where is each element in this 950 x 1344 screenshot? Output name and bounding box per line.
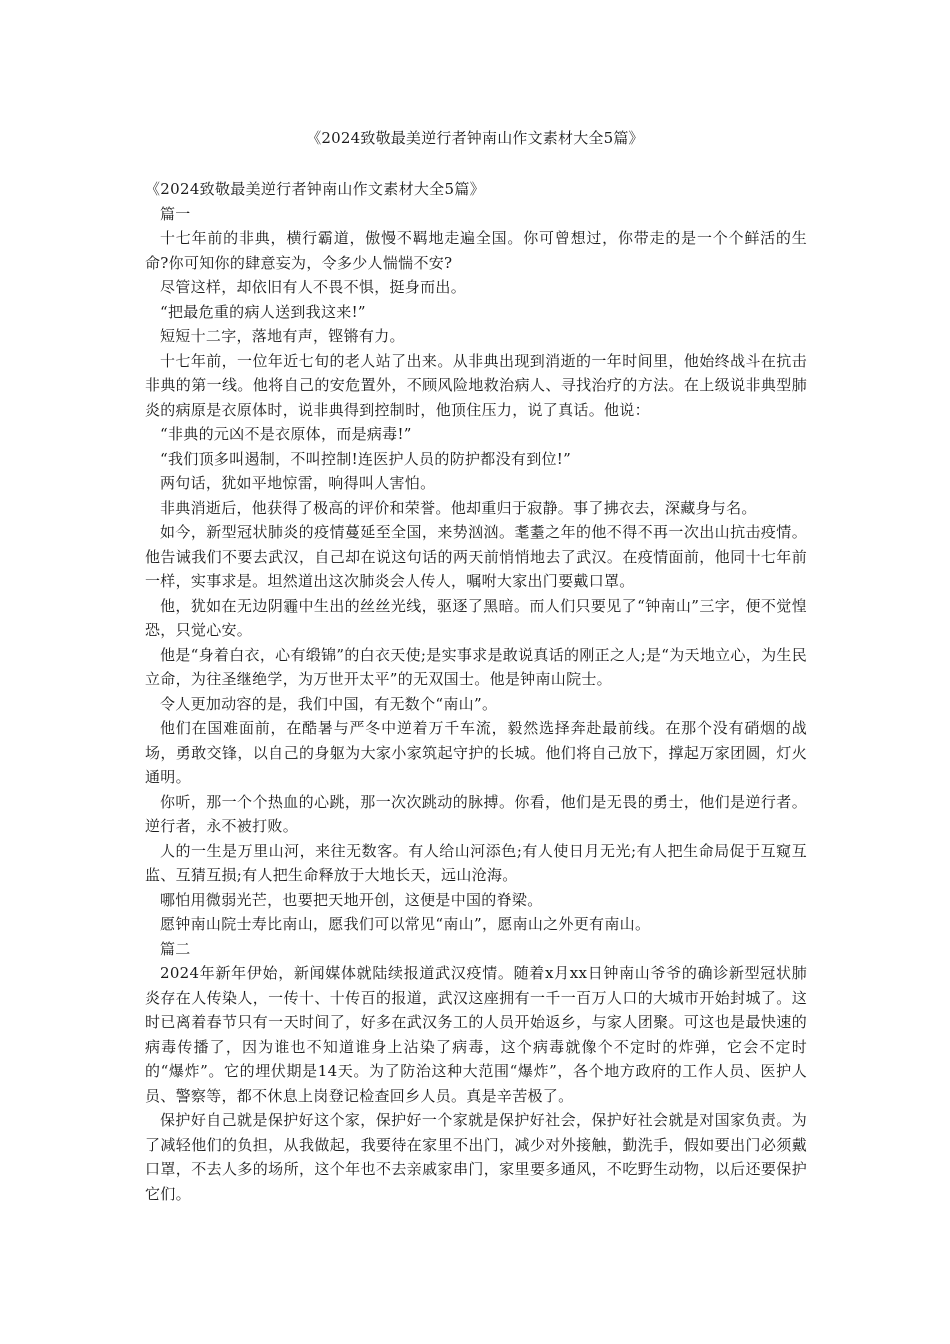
paragraph: 哪怕用微弱光芒，也要把天地开创，这便是中国的脊梁。 xyxy=(160,890,543,909)
paragraph: 短短十二字，落地有声，铿锵有力。 xyxy=(160,327,405,345)
paragraph: 他是“身着白衣，心有缎锦”的白衣天使;是实事求是敢说真话的刚正之人;是“为天地立心，为生民立命，为往圣继绝学，为万世开太平”的无双国士。他是钟南山院士。 xyxy=(145,645,807,688)
paragraph: 十七年前的非典，横行霸道，傲慢不羁地走遍全国。你可曾想过，你带走的是一个个鲜活的生命?你可知你的肆意妄为，令多少人惴惴不安? xyxy=(145,229,807,272)
paragraph: 令人更加动容的是，我们中国，有无数个“南山”。 xyxy=(160,694,498,713)
paragraph: 如今，新型冠状肺炎的疫情蔓延至全国，来势汹汹。耄耋之年的他不得不再一次出山抗击疫情。他告诫我们不要去武汉，自己却在说这句话的两天前悄悄地去了武汉。在疫情面前，他同十七年前一样，实事求是。坦然道出这次肺炎会人传人，嘱咐大家出门要戴口罩。 xyxy=(145,523,807,590)
paragraph: 愿钟南山院士寿比南山，愿我们可以常见“南山”，愿南山之外更有南山。 xyxy=(160,915,651,933)
quote-paragraph: “我们顶多叫遏制，不叫控制!连医护人员的防护都没有到位!” xyxy=(160,449,572,468)
paragraph: 你听，那一个个热血的心跳，那一次次跳动的脉搏。你看，他们是无畏的勇士，他们是逆行者。逆行者，永不被打败。 xyxy=(145,792,807,835)
document-body xyxy=(145,177,807,1206)
section-label-1: 篇一 xyxy=(160,204,191,223)
quote-paragraph: “把最危重的病人送到我这来!” xyxy=(160,302,366,321)
paragraph: 人的一生是万里山河，来往无数客。有人给山河添色;有人使日月无光;有人把生命局促于互窥互监、互猜互损;有人把生命释放于大地长天，远山沧海。 xyxy=(145,841,807,884)
quote-paragraph: “非典的元凶不是衣原体，而是病毒!” xyxy=(160,425,412,443)
document-subtitle: 《2024致敬最美逆行者钟南山作文素材大全5篇》 xyxy=(145,180,485,198)
paragraph: 两句话，犹如平地惊雷，响得叫人害怕。 xyxy=(160,474,436,492)
paragraph: 他，犹如在无边阴霾中生出的丝丝光线，驱逐了黑暗。而人们只要见了“钟南山”三字，便不觉惶恐，只觉心安。 xyxy=(145,596,807,639)
paragraph: 十七年前，一位年近七旬的老人站了出来。从非典出现到消逝的一年时间里，他始终战斗在抗击非典的第一线。他将自己的安危置外，不顾风险地救治病人、寻找治疗的方法。在上级说非典型肺炎的病原是衣原体时，说非典得到控制时，他顶住压力，说了真话。他说： xyxy=(145,351,807,419)
paragraph: 非典消逝后，他获得了极高的评价和荣誉。他却重归于寂静。事了拂衣去，深藏身与名。 xyxy=(160,498,757,517)
paragraph: 尽管这样，却依旧有人不畏不惧，挺身而出。 xyxy=(160,278,467,296)
paragraph: 2024年新年伊始，新闻媒体就陆续报道武汉疫情。随着x月xx日钟南山爷爷的确诊新型冠状肺炎存在人传染人，一传十、十传百的报道，武汉这座拥有一千一百万人口的大城市开始封城了。这时已离着春节只有一天时间了，好多在武汉务工的人员开始返乡，与家人团聚。可这也是最快速的病毒传播了，因为谁也不知道谁身上沾染了病毒，这个病毒就像个不定时的炸弹，它会不定时的“爆炸”。它的埋伏期是14天。为了防治这种大范围“爆炸”，各个地方政府的工作人员、医护人员、警察等，都不休息上岗登记检查回乡人员。真是辛苦极了。 xyxy=(145,964,807,1105)
section-label-2: 篇二 xyxy=(160,939,191,958)
paragraph: 保护好自己就是保护好这个家，保护好一个家就是保护好社会，保护好社会就是对国家负责。为了减轻他们的负担，从我做起，我要待在家里不出门，减少对外接触，勤洗手，假如要出门必须戴口罩，不去人多的场所，这个年也不去亲戚家串门，家里要多通风，不吃野生动物，以后还要保护它们。 xyxy=(145,1111,807,1203)
document-title: 《2024致敬最美逆行者钟南山作文素材大全5篇》 xyxy=(306,129,644,147)
paragraph: 他们在国难面前，在酷暑与严冬中逆着万千车流，毅然选择奔赴最前线。在那个没有硝烟的战场，勇敢交锋，以自己的身躯为大家小家筑起守护的长城。他们将自己放下，撑起万家团圆，灯火通明。 xyxy=(145,719,807,786)
